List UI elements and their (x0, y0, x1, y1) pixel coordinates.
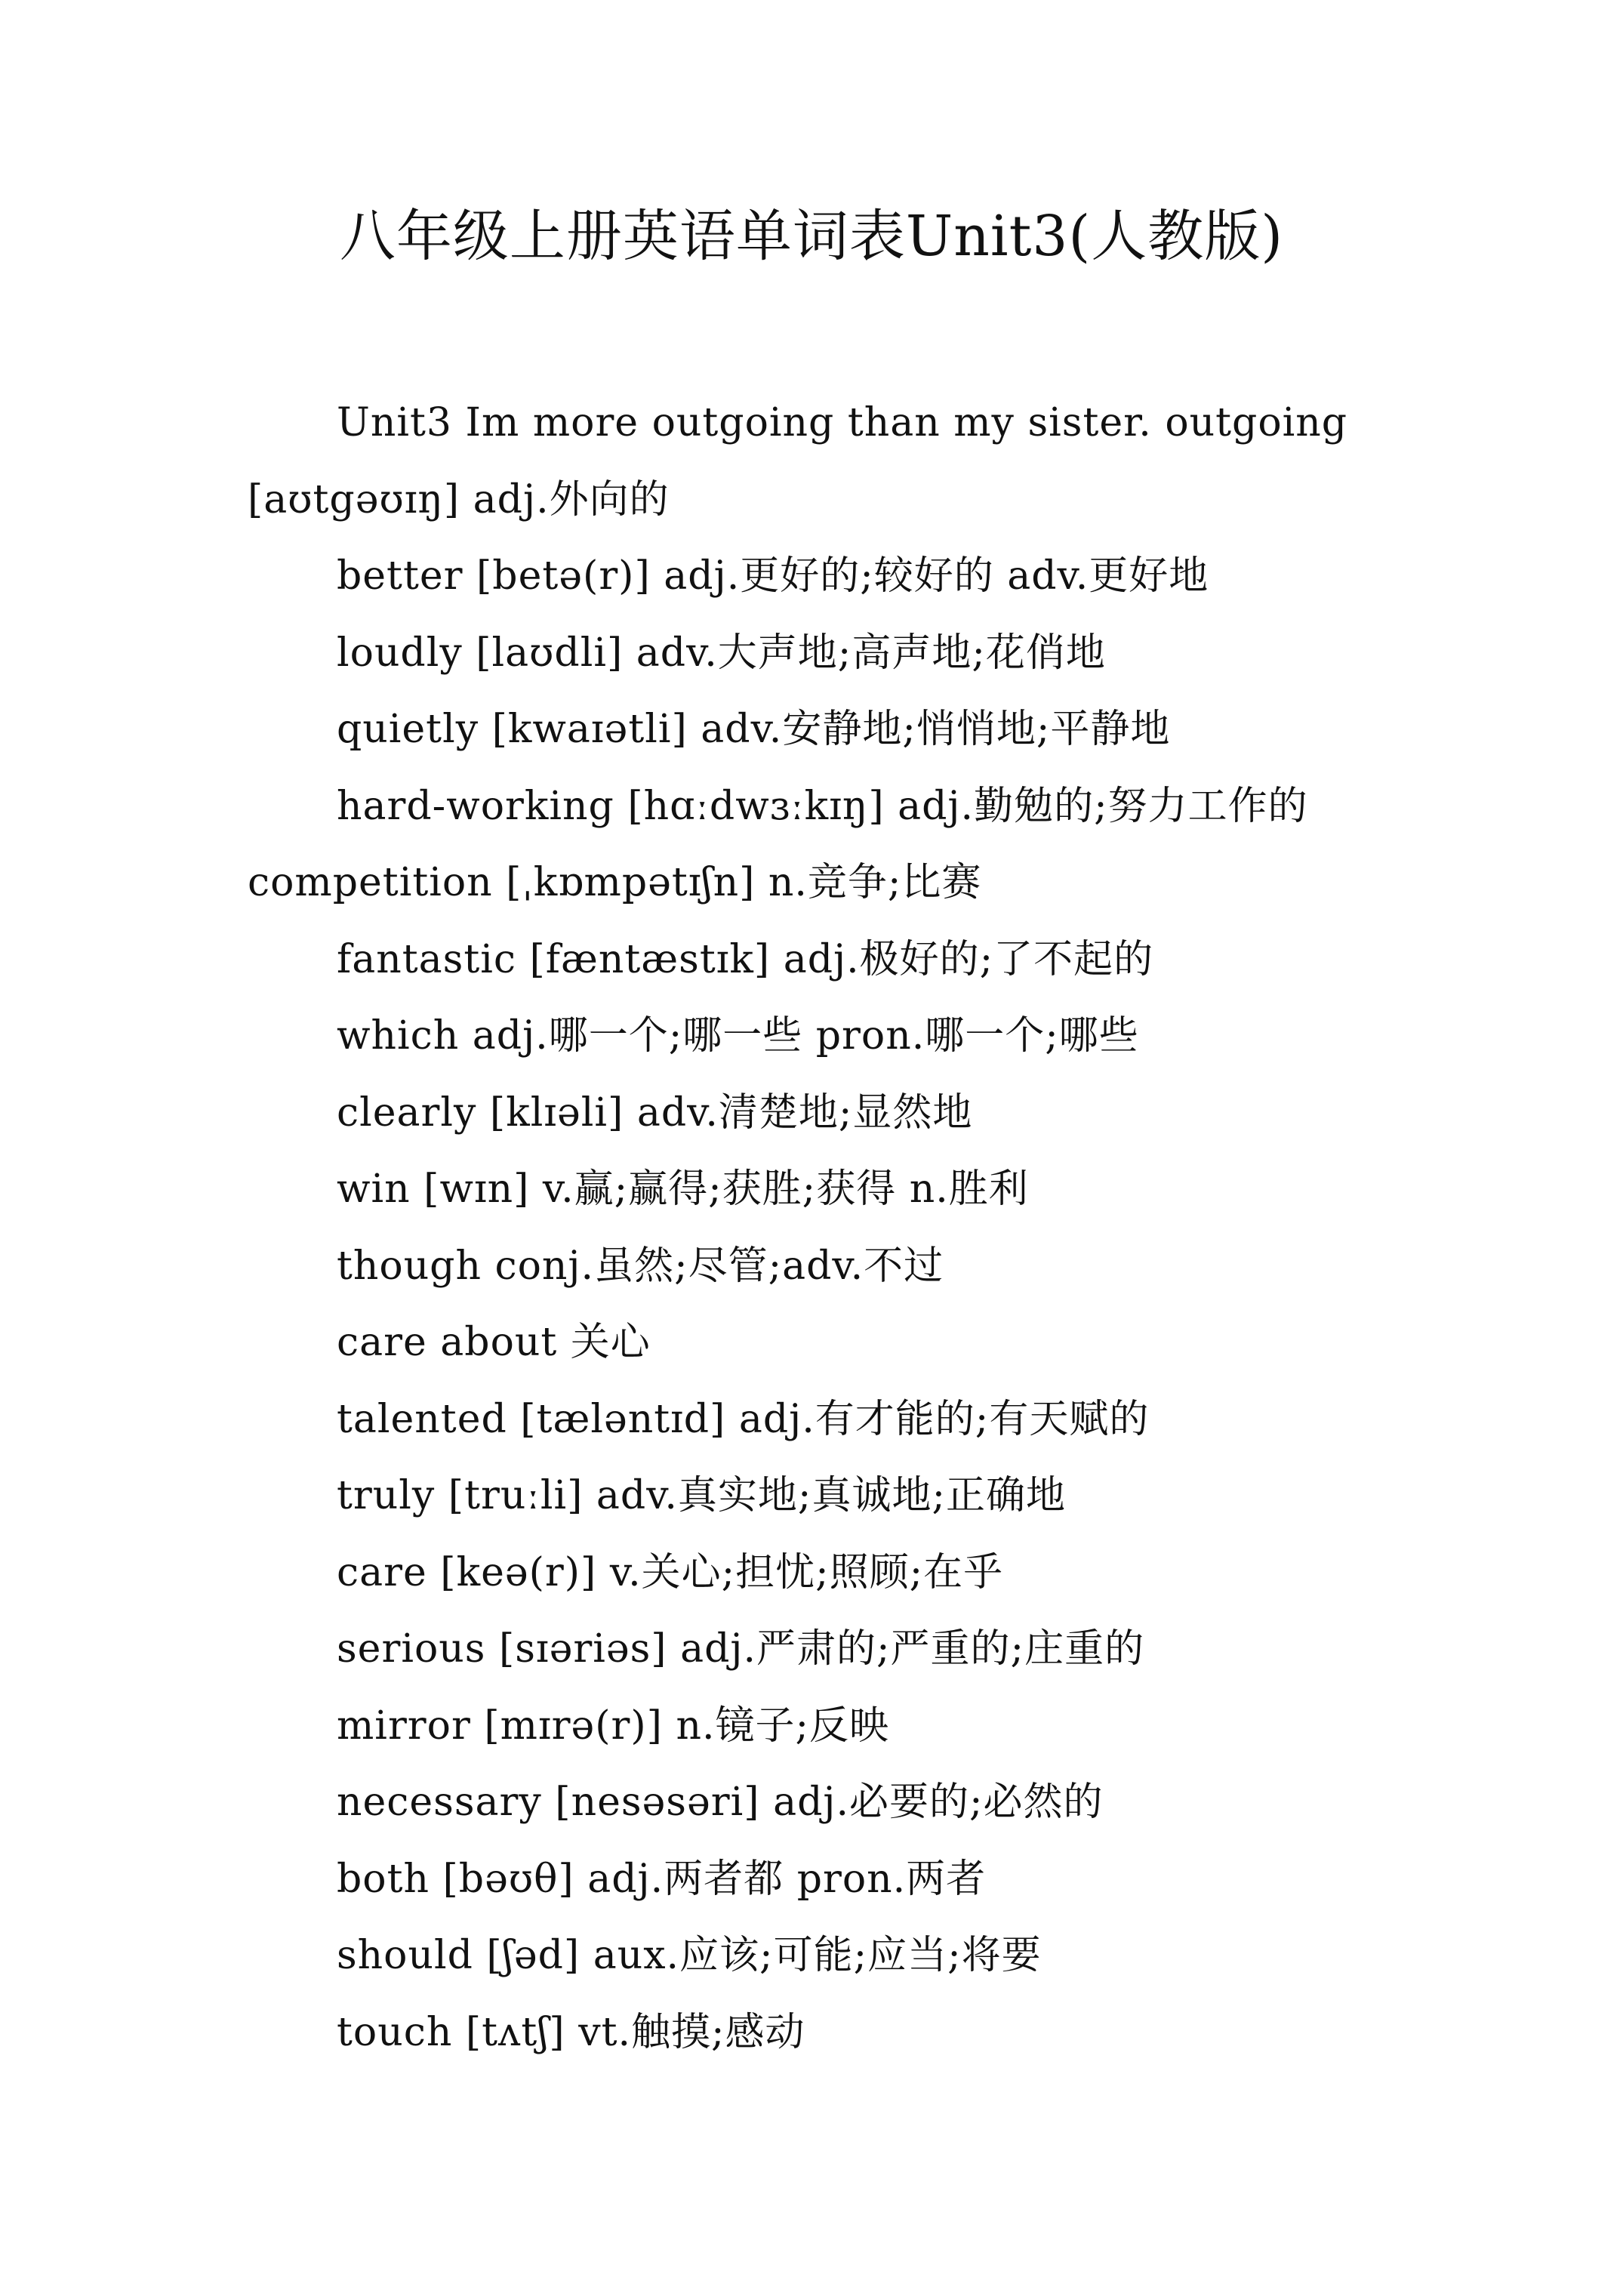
text-line: fantastic [fæntæstɪk] adj.极好的;了不起的 (337, 936, 1154, 982)
document-body (248, 385, 1380, 2071)
text-line: care [keə(r)] v.关心;担忧;照顾;在乎 (337, 1549, 1004, 1595)
text-line: hard-working [hɑːdwɜːkɪŋ] adj.勤勉的;努力工作的 (337, 783, 1308, 829)
text-line: competition [ˌkɒmpətɪʃn] n.竞争;比赛 (248, 860, 982, 905)
text-line: serious [sɪəriəs] adj.严肃的;严重的;庄重的 (337, 1626, 1145, 1672)
text-line: touch [tʌtʃ] vt.触摸;感动 (337, 2009, 805, 2055)
text-line: should [ʃəd] aux.应该;可能;应当;将要 (337, 1933, 1042, 1978)
text-line: Unit3 Im more outgoing than my sister. outgoing (337, 400, 1348, 445)
text-line: truly [truːli] adv.真实地;真诚地;正确地 (337, 1473, 1066, 1518)
text-line: which adj.哪一个;哪一些 pron.哪一个;哪些 (337, 1013, 1139, 1059)
text-line: win [wɪn] v.赢;赢得;获胜;获得 n.胜利 (337, 1166, 1029, 1212)
text-line: [aʊtgəʊɪŋ] adj.外向的 (248, 476, 670, 522)
text-line: mirror [mɪrə(r)] n.镜子;反映 (337, 1703, 889, 1749)
text-line: quietly [kwaɪətli] adv.安静地;悄悄地;平静地 (337, 707, 1171, 752)
text-line: though conj.虽然;尽管;adv.不过 (337, 1243, 944, 1289)
text-line: necessary [nesəsəri] adj.必要的;必然的 (337, 1780, 1104, 1825)
text-line: better [betə(r)] adj.更好的;较好的 adv.更好地 (337, 553, 1209, 599)
text-line: both [bəʊθ] adj.两者都 pron.两者 (337, 1856, 987, 1902)
text-line: clearly [klɪəli] adv.清楚地;显然地 (337, 1089, 973, 1136)
text-line: loudly [laʊdli] adv.大声地;高声地;花俏地 (337, 630, 1106, 676)
document-title: 八年级上册英语单词表Unit3(人教版) (339, 204, 1284, 269)
text-line: talented [tæləntɪd] adj.有才能的;有天赋的 (337, 1396, 1150, 1442)
text-line: care about 关心 (337, 1320, 651, 1365)
